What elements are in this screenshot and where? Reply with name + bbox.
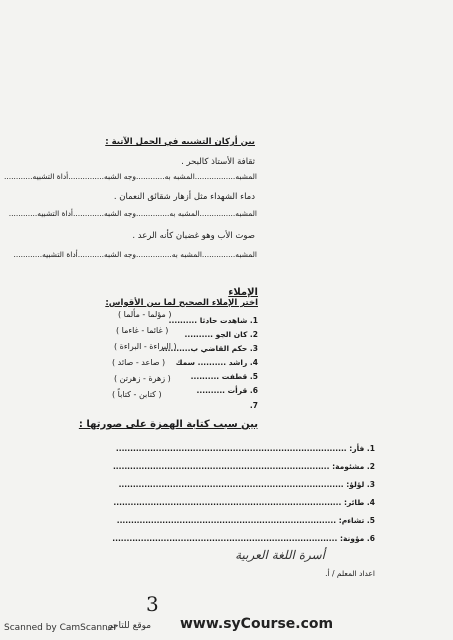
section1-title: بين أركان التشبيه في الجمل الآتية : [105, 137, 255, 147]
sentence-1-fields: المشبه.................المشبه به............وجه الشبه...............أداة التشبيه............ [3, 172, 257, 181]
site-url: www.syCourse.com [180, 616, 334, 632]
section2-instruction: اختر الإملاء الصحيح لما بين الأقواس: [105, 298, 258, 308]
hamza-line-4: 4. طائر: ................................................................................ [113, 498, 375, 507]
sentence-2-fields: المشبه...............المشبه به..............وجه الشبه.............أداة التشبيه............ [8, 209, 257, 218]
hamza-line-1: 1. فأر: ................................................................................. [115, 444, 375, 453]
sentence-1: ثقافة الأستاذ كالبحر . [181, 157, 255, 167]
choice-2: ( غائما - غاءما ) [116, 326, 169, 335]
choice-1: ( مؤلما - مألما ) [118, 310, 172, 319]
spelling-item-5: 5. قطفت .......... [190, 372, 258, 381]
sentence-3: صوت الأب وهو غضبان كأنه الرعد . [132, 231, 255, 241]
spelling-item-7: 7. [249, 401, 258, 410]
sentence-3-fields: المشبه..............المشبه به...............وجه الشبه...........أداة التشبيه............ [13, 250, 257, 259]
signature: أسرة اللغة العربية [235, 548, 325, 562]
spelling-item-2: 2. كان الجو .......... [184, 330, 258, 339]
spelling-item-3: 3. حكم القاضي ب.......... [161, 344, 258, 353]
choice-6: ( كتابن - كتاباً ) [112, 390, 162, 399]
hamza-line-5: 5. تشاءم: ............................................................................. [116, 516, 375, 525]
page-number: 3 [146, 592, 159, 616]
hamza-line-6: 6. مؤونة: ............................................................................... [112, 534, 375, 543]
site-arabic-label: موقع للتاجر [108, 621, 152, 631]
choice-3: ( البراءة - البراءة ) [114, 342, 177, 351]
section2-heading: الإملاء [228, 287, 258, 298]
sentence-2: دماء الشهداء مثل أزهار شقائق النعمان . [113, 192, 255, 202]
spelling-item-4: 4. راشد .......... سمك [175, 358, 258, 367]
choice-4: ( صاعد - صائد ) [112, 358, 166, 367]
prepared-by-label: اعداد المعلم / أ. [325, 569, 375, 578]
section3-heading: بين سبب كتابة الهمزة على صورتها : [78, 419, 258, 430]
camscanner-mark: Scanned by CamScanner [4, 623, 117, 633]
hamza-line-3: 3. لؤلؤ: ............................................................................... [118, 480, 375, 489]
spelling-item-1: 1. شاهدت حادثا .......... [168, 316, 258, 325]
hamza-line-2: 2. مشئومة: ............................................................................ [112, 462, 375, 471]
choice-5: ( زهرة - زهرتن ) [114, 374, 171, 383]
spelling-item-6: 6. قرأت .......... [196, 386, 258, 395]
